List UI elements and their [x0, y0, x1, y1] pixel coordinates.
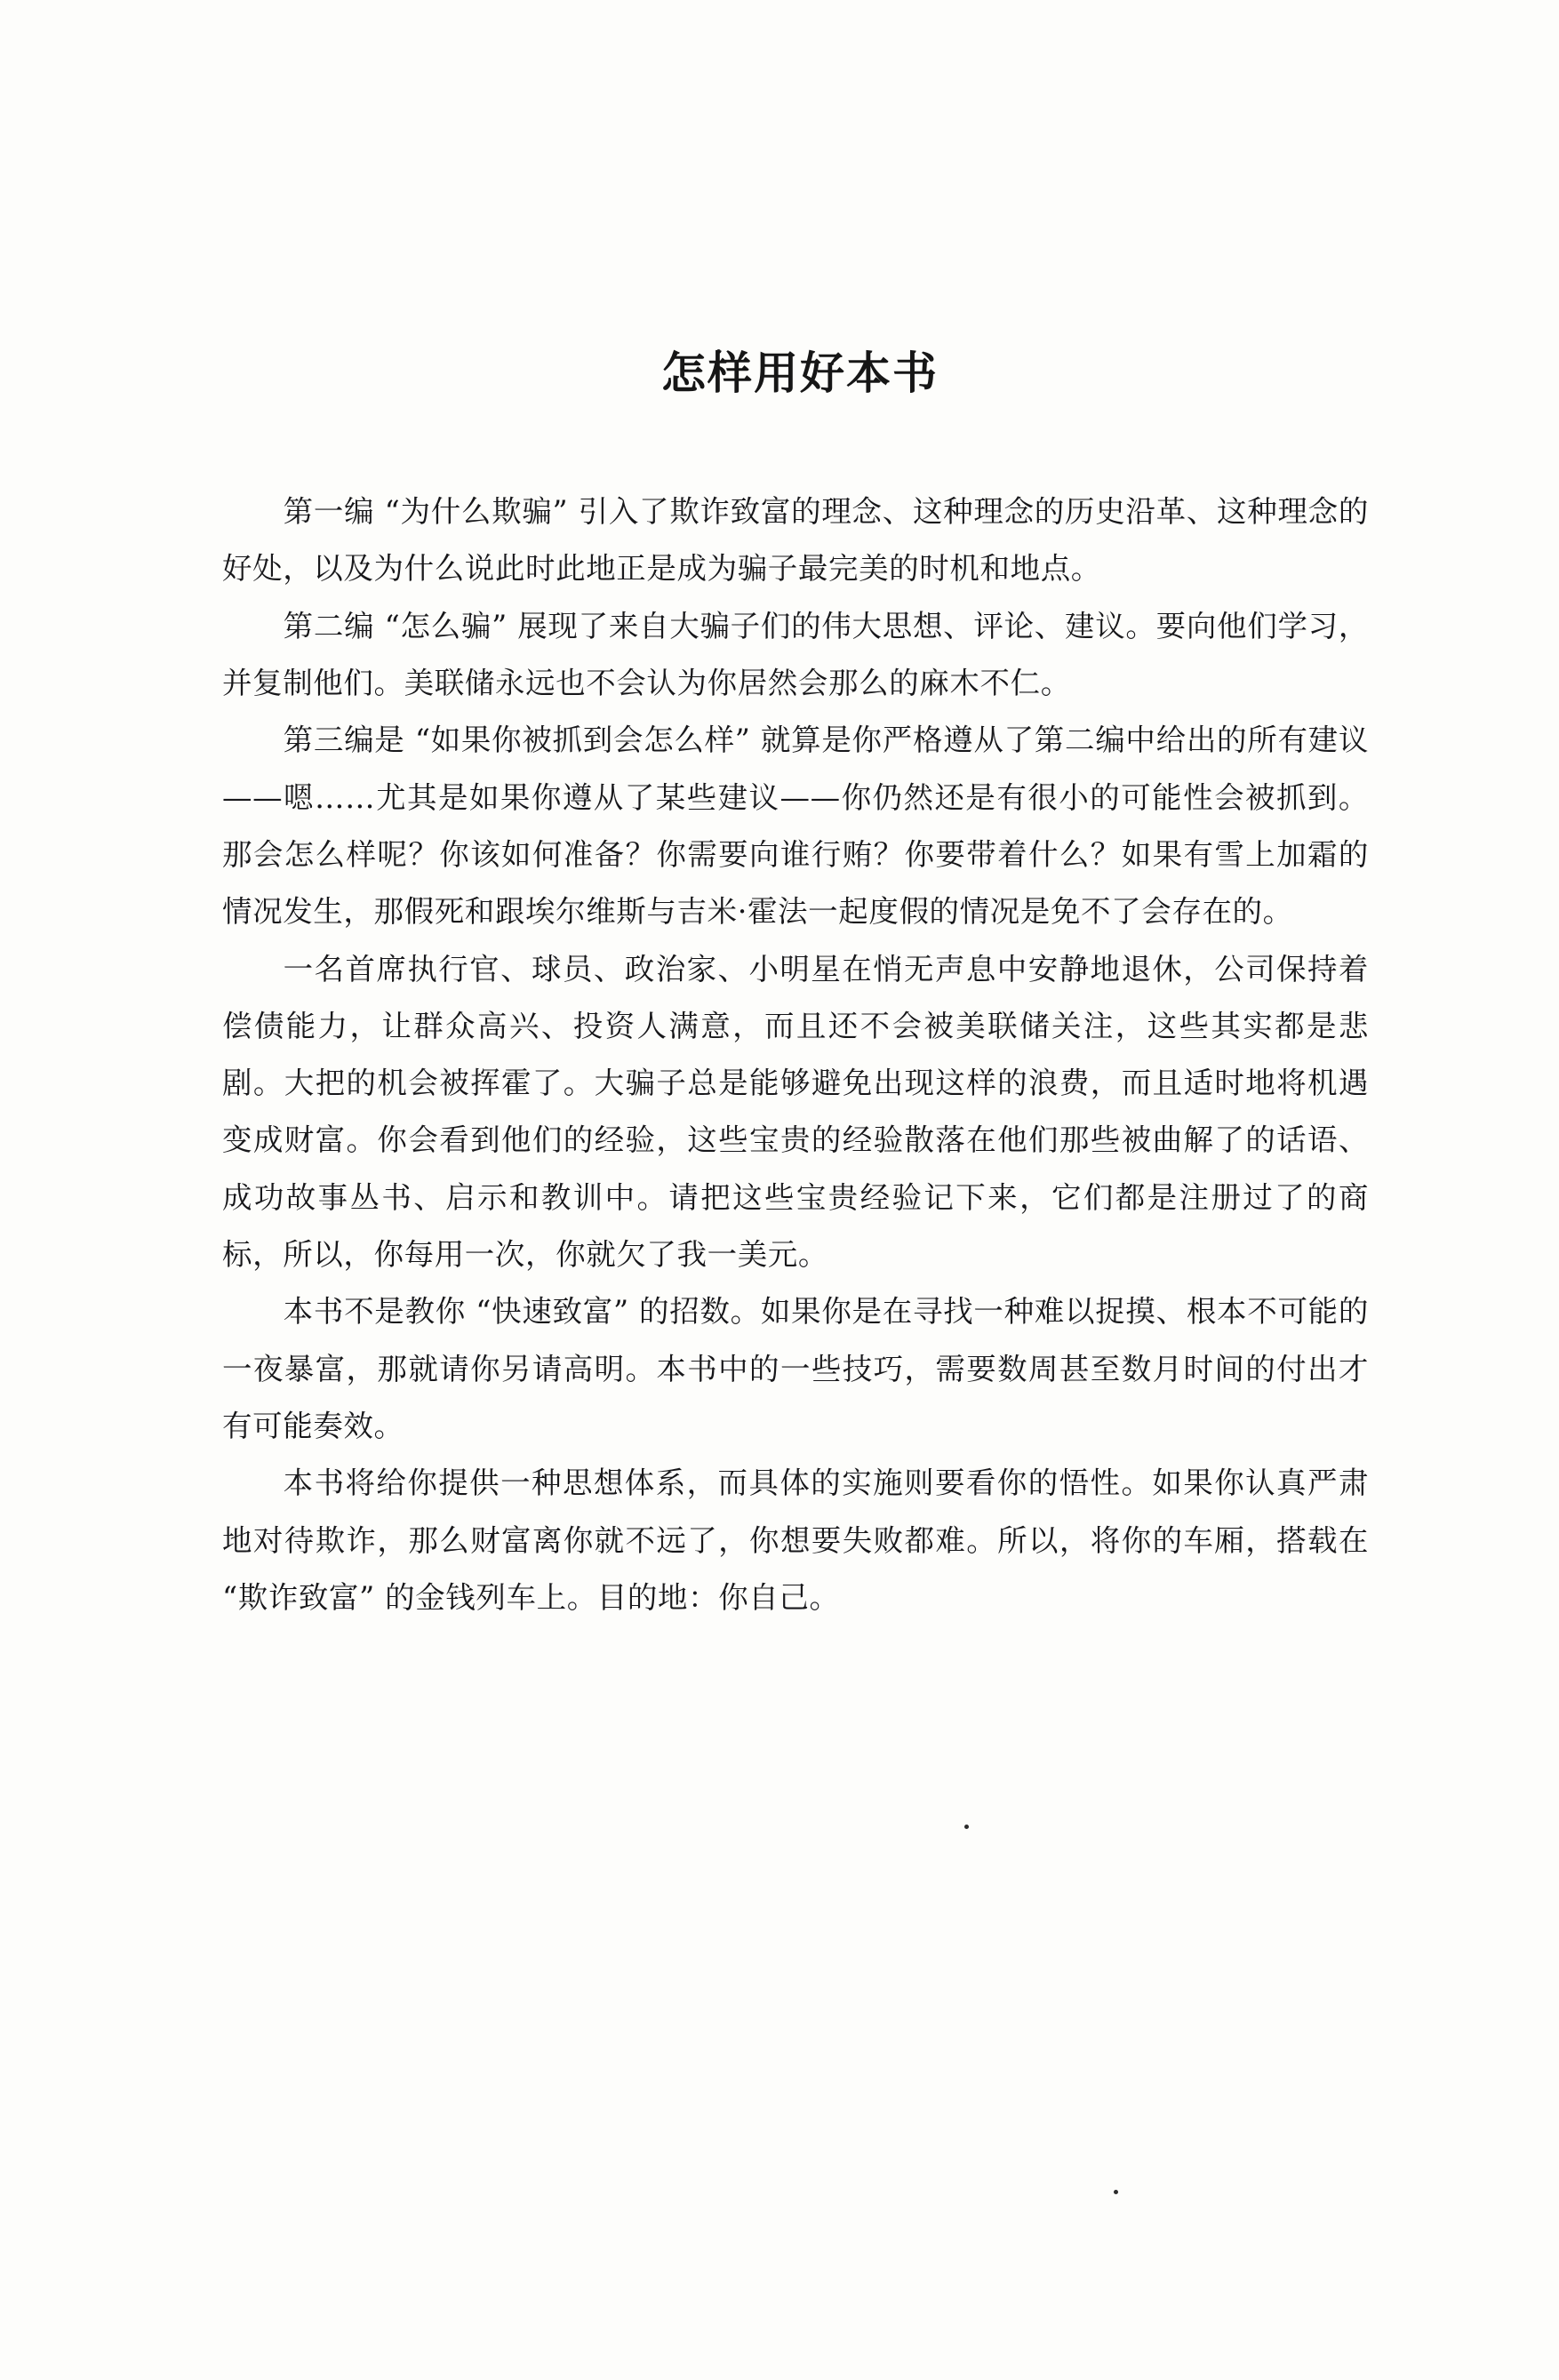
page-title: 怎样用好本书: [661, 347, 939, 399]
paragraph: 第一编 “为什么欺骗” 引入了欺诈致富的理念、这种理念的历史沿革、这种理念的好处，以及为什么说此时此地正是成为骗子最完美的时机和地点。: [222, 494, 1369, 587]
print-artifact-dot-middle: [964, 1825, 969, 1829]
print-artifact-dot-bottom: [1114, 2190, 1118, 2194]
paragraph: 本书将给你提供一种思想体系，而具体的实施则要看你的悟性。如果你认真严肃地对待欺诈，那么财富离你就不远了，你想要失败都难。所以，将你的车厢，搭载在 “欺诈致富” 的金钱列车上。目的地：你自己。: [222, 1466, 1369, 1615]
paragraph: 第三编是 “如果你被抓到会怎么样” 就算是你严格遵从了第二编中给出的所有建议——嗯……尤其是如果你遵从了某些建议——你仍然还是有很小的可能性会被抓到。那会怎么样呢？你该如何准备？你需要向谁行贿？你要带着什么？如果有雪上加霜的情况发生，那假死和跟埃尔维斯与吉米·霍法一起度假的情况是免不了会存在的。: [222, 723, 1369, 930]
paragraph: 第二编 “怎么骗” 展现了来自大骗子们的伟大思想、评论、建议。要向他们学习，并复制他们。美联储永远也不会认为你居然会那么的麻木不仁。: [222, 608, 1369, 700]
body-text: [222, 483, 1369, 1626]
paragraph: 本书不是教你 “快速致富” 的招数。如果你是在寻找一种难以捉摸、根本不可能的一夜暴富，那就请你另请高明。本书中的一些技巧，需要数周甚至数月时间的付出才有可能奏效。: [222, 1294, 1369, 1443]
paragraph: 一名首席执行官、球员、政治家、小明星在悄无声息中安静地退休，公司保持着偿债能力，让群众高兴、投资人满意，而且还不会被美联储关注，这些其实都是悲剧。大把的机会被挥霍了。大骗子总是能够避免出现这样的浪费，而且适时地将机遇变成财富。你会看到他们的经验，这些宝贵的经验散落在他们那些被曲解了的话语、成功故事丛书、启示和教训中。请把这些宝贵经验记下来，它们都是注册过了的商标，所以，你每用一次，你就欠了我一美元。: [222, 951, 1369, 1273]
page-content: [222, 338, 1369, 1626]
